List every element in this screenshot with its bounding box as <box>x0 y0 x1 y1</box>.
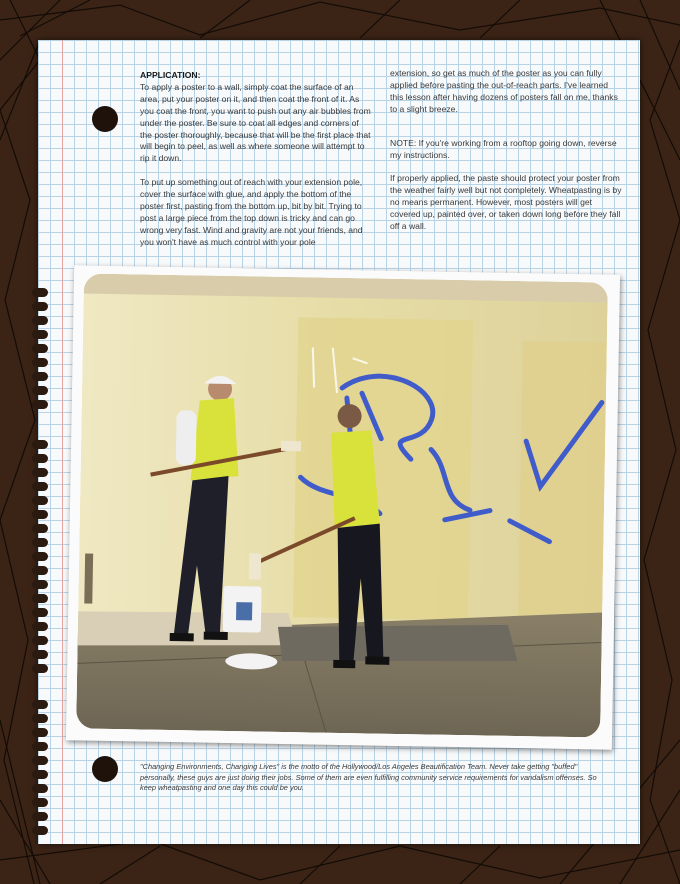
perforation <box>32 714 48 723</box>
perforation <box>32 650 48 659</box>
section-heading: APPLICATION: <box>140 70 201 80</box>
perforation <box>32 594 48 603</box>
left-text-column <box>140 70 372 261</box>
perforation <box>32 664 48 673</box>
perforation <box>32 756 48 765</box>
punch-hole <box>92 756 118 782</box>
perforation <box>32 636 48 645</box>
perforation <box>32 580 48 589</box>
perforation <box>32 608 48 617</box>
perforation <box>32 524 48 533</box>
perforation <box>32 440 48 449</box>
perforation <box>32 700 48 709</box>
perforation <box>32 316 48 325</box>
perforation <box>32 728 48 737</box>
perforation <box>32 468 48 477</box>
right-text-column <box>390 68 622 245</box>
perforation <box>32 742 48 751</box>
perforation <box>32 784 48 793</box>
workers-pasting-photo <box>76 273 608 737</box>
perforation <box>32 770 48 779</box>
paragraph: If properly applied, the paste should protect your poster from the weather fairly well but not completely. Wheatpasting is by no means permanent. However, most posters will get covered up, painted over, or taken down long before they fall off a wall. <box>390 173 622 232</box>
perforation <box>32 454 48 463</box>
perforation <box>32 552 48 561</box>
perforation <box>32 826 48 835</box>
perforation <box>32 344 48 353</box>
margin-line <box>62 40 63 844</box>
perforation <box>32 400 48 409</box>
perforation <box>32 330 48 339</box>
paragraph: To apply a poster to a wall, simply coat the surface of an area, put your poster on it, and then coat the front of it. As you coat the front, you want to push out any air bubbles from under the poster. Be sure to coat all edges and corners of the poster thoroughly, because that will be the first place that will begin to peel, as well as where someone will attempt to rip it down. <box>140 81 371 164</box>
perforation <box>32 538 48 547</box>
perforation <box>32 566 48 575</box>
perforation <box>32 622 48 631</box>
perforation <box>32 812 48 821</box>
photo-frame <box>66 265 620 749</box>
photo-caption: "Changing Environments, Changing Lives" is the motto of the Hollywood/Los Angeles Beautification Team. Never take getting "buffed" personally, these guys are just doing their jobs. Some of them are even fulfilling community service requirements for vandalism offenses. So keep wheatpasting and one day this could be you. <box>140 762 597 793</box>
punch-hole <box>92 106 118 132</box>
perforation <box>32 358 48 367</box>
perforation <box>32 798 48 807</box>
perforation <box>32 496 48 505</box>
paragraph: extension, so get as much of the poster as you can fully applied before pasting the out-of-reach parts. I've learned this lesson after having dozens of posters fall on me, thanks to a slight breeze. <box>390 68 618 114</box>
note-paragraph: NOTE: If you're working from a rooftop going down, reverse my instructions. <box>390 137 617 160</box>
perforation <box>32 302 48 311</box>
perforation <box>32 510 48 519</box>
perforation <box>32 386 48 395</box>
paragraph: To put up something out of reach with your extension pole, cover the surface with glue, and apply the bottom of the poster first, pasting from the bottom up, bit by bit. Trying to post a large piece from the top down is tricky and can go wrong very fast. Wind and gravity are not your friends, and you won't have as much control with your pole <box>140 177 363 247</box>
perforation <box>32 288 48 297</box>
perforation <box>32 482 48 491</box>
perforation <box>32 372 48 381</box>
photo-illustration <box>76 273 608 737</box>
